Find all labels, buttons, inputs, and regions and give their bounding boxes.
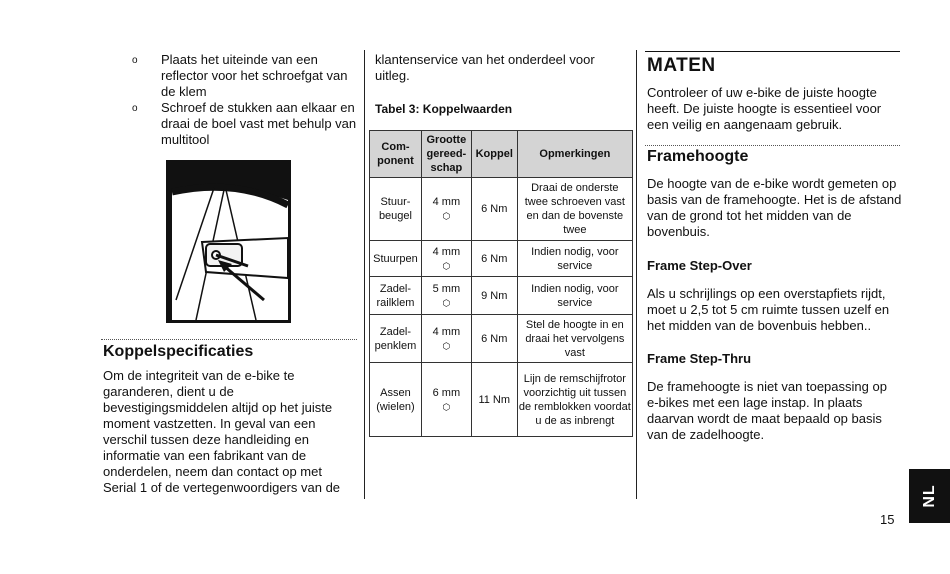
hex-key-icon: ⬡ [442,211,451,221]
column-header: Koppel [471,131,517,178]
table-cell: 4 mm ⬡ [421,241,471,277]
section-divider [645,145,900,146]
bullet-marker: o [132,103,138,114]
page-title: MATEN [647,55,716,76]
torque-table [369,130,633,437]
section-heading: Framehoogte [647,148,749,165]
hex-key-icon: ⬡ [442,260,451,271]
table-cell: Zadel-railklem [370,277,422,315]
instruction-list [132,52,357,148]
table-cell: Stuur-beugel [370,178,422,241]
column-header: Com-ponent [370,131,422,178]
reflector-mount-drawing [166,160,291,323]
paragraph: De hoogte van de e-bike wordt gemeten op basis van de framehoogte. Het is de afstand van de grond tot het midden van de bovenbuis. [647,176,902,239]
table-cell: Stel de hoogte in en draai het vervolgens vast [517,315,632,363]
paragraph: Als u schrijlings op een overstapfiets rijdt, moet u 2,5 tot 5 cm ruimte tussen uzelf en het midden van de bovenbuis hebben.. [647,286,890,333]
table-row [370,241,633,277]
reflector-mount-illustration [166,160,291,323]
hex-key-icon: ⬡ [442,340,451,351]
table-cell: Stuurpen [370,241,422,277]
table-cell: 4 mm ⬡ [421,178,471,241]
table-row [370,277,633,315]
list-item: o Plaats het uiteinde van een reflector voor het schroefgat van de klem [132,52,348,99]
title-rule [645,51,900,52]
table-cell: 4 mm ⬡ [421,315,471,363]
column-divider [636,50,637,499]
table-cell: Indien nodig, voor service [517,277,632,315]
table-cell: 6 mm ⬡ [421,363,471,437]
table-row [370,363,633,437]
section-divider [101,339,357,340]
language-tab: NL [909,469,950,523]
paragraph: Controleer of uw e-bike de juiste hoogte heeft. De juiste hoogte is essentieel voor een veilig en aangenaam gebruik. [647,85,882,132]
table-cell: 9 Nm [471,277,517,315]
table-cell: Indien nodig, voor service [517,241,632,277]
column-header: Opmerkingen [517,131,632,178]
table-caption: Tabel 3: Koppelwaarden [375,102,513,116]
table-row [370,315,633,363]
paragraph: De framehoogte is niet van toepassing op e-bikes met een lage instap. In plaats daarvan wordt de maat bepaald op basis van de zadelhoogte. [647,379,887,442]
list-item: o Schroef de stukken aan elkaar en draai de boel vast met behulp van multitool [132,100,357,147]
section-heading: Koppelspecificaties [103,343,254,360]
column-divider [364,50,365,499]
table-cell: 6 Nm [471,315,517,363]
table-cell: 5 mm ⬡ [421,277,471,315]
table-cell: 6 Nm [471,178,517,241]
hex-key-icon: ⬡ [442,401,451,412]
table-cell: Lijn de remschijfrotor voorzichtig uit tussen de remblokken voordat u de as inbrengt [517,363,632,437]
paragraph: Om de integriteit van de e-bike te garanderen, dient u de bevestigingsmiddelen altijd op het juiste moment vastzetten. In geval van een verschil tussen deze handleiding en informatie van een fabrikant van de onderdelen, neem dan contact op met Serial 1 of de vertegenwoordigers van de [103,368,341,495]
table-cell: Assen (wielen) [370,363,422,437]
table-cell: Zadel-penklem [370,315,422,363]
hex-key-icon: ⬡ [442,297,451,308]
paragraph: klantenservice van het onderdeel voor uitleg. [375,52,595,83]
subheading: Frame Step-Over [647,258,752,273]
column-header: Grootte gereed-schap [421,131,471,178]
subheading: Frame Step-Thru [647,351,752,366]
page-number: 15 [880,512,895,527]
table-cell: Draai de onderste twee schroeven vast en dan de bovenste twee [517,178,632,241]
table-row [370,178,633,241]
table-cell: 6 Nm [471,241,517,277]
bullet-marker: o [132,55,138,66]
table-cell: 11 Nm [471,363,517,437]
